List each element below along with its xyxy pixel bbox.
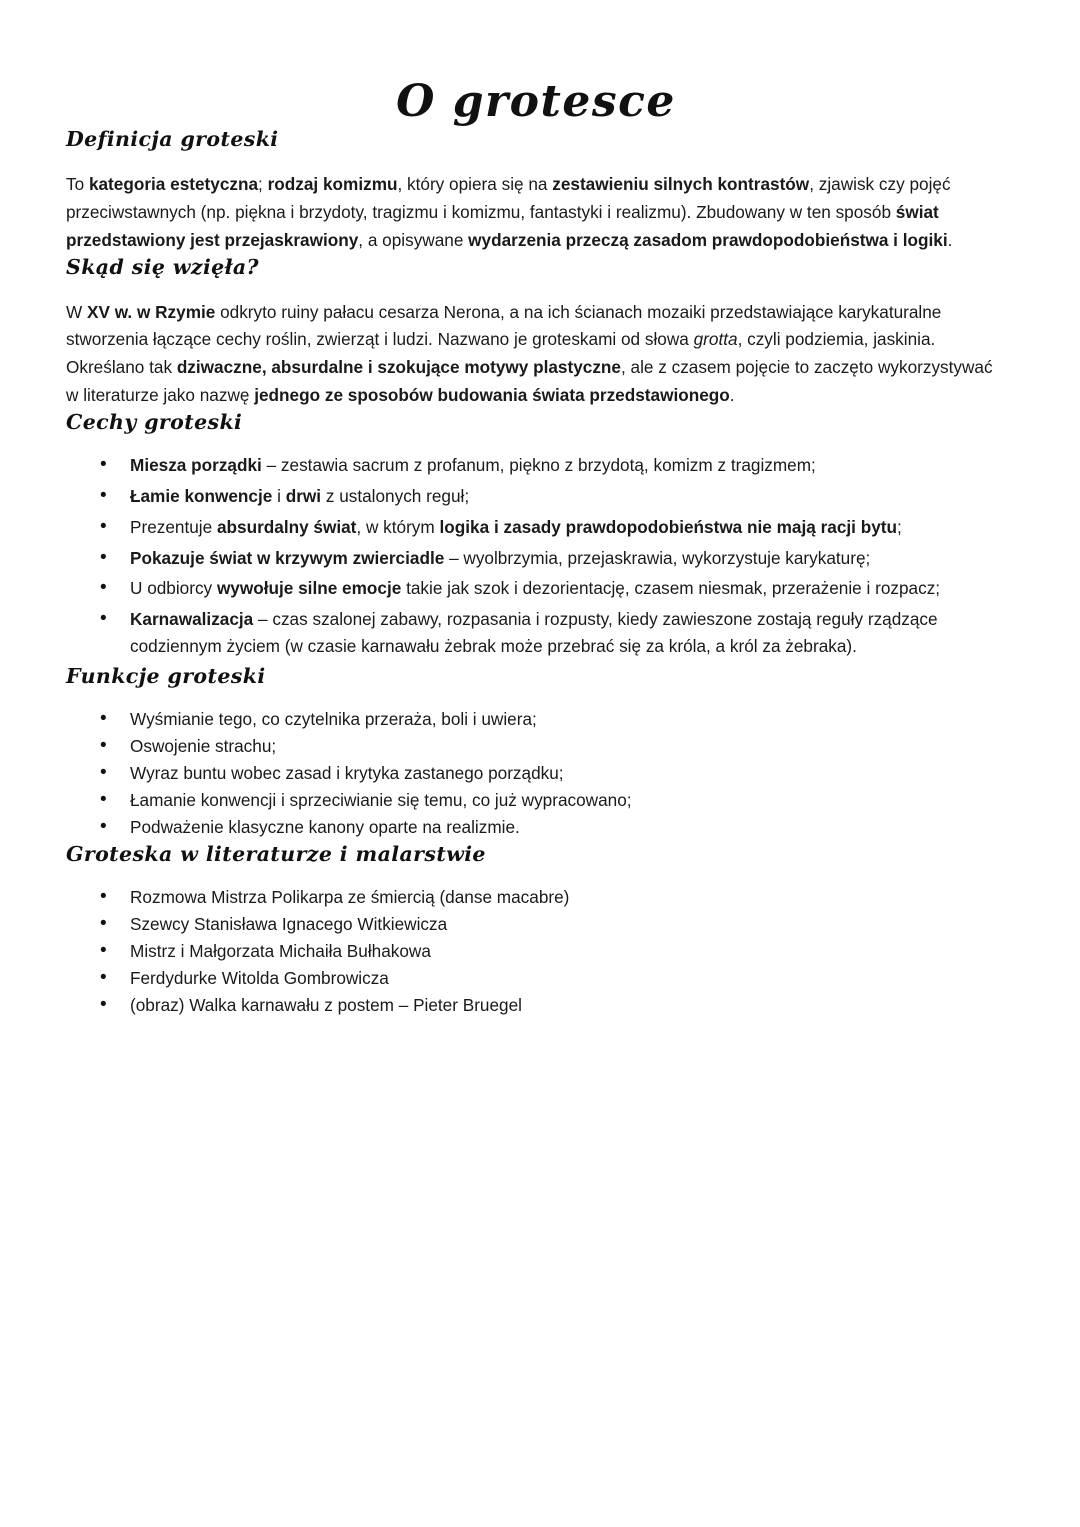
list-item: • Wyraz buntu wobec zasad i krytyka zastanego porządku;: [100, 760, 1006, 786]
list-item: • Rozmowa Mistrza Polikarpa ze śmiercią (danse macabre): [100, 884, 1006, 910]
list-item: • Łamie konwencje i drwi z ustalonych reguł;: [100, 483, 1006, 510]
list-item: • Łamanie konwencji i sprzeciwianie się temu, co już wypracowano;: [100, 787, 1006, 813]
section-heading-definicja: Definicja groteski: [66, 127, 279, 151]
section-heading-funkcje-groteski: Funkcje groteski: [66, 663, 266, 688]
list-item: • Ferdydurke Witolda Gombrowicza: [100, 965, 1006, 991]
list-funkcje-groteski: [66, 706, 1006, 841]
section-heading-groteska-w-literaturze: Groteska w literaturze i malarstwie: [66, 841, 486, 866]
list-item: • Miesza porządki – zestawia sacrum z profanum, piękno z brzydotą, komizm z tragizmem;: [100, 452, 1006, 479]
list-item: • (obraz) Walka karnawału z postem – Pieter Bruegel: [100, 992, 1006, 1018]
list-item: • Podważenie klasyczne kanony oparte na realizmie.: [100, 814, 1006, 840]
list-item: • Oswojenie strachu;: [100, 733, 1006, 759]
list-item: • Prezentuje absurdalny świat, w którym logika i zasady prawdopodobieństwa nie mają racji bytu;: [100, 514, 1006, 541]
paragraph-definicja: To kategoria estetyczna; rodzaj komizmu, który opiera się na zestawieniu silnych kontrastów, zjawisk czy pojęć przeciwstawnych (np. piękna i brzydoty, tragizmu i komizmu, fantastyki i realizmu). Zbudowany w ten sposób świat przedstawiony jest przejaskrawiony, a opisywane wydarzenia przeczą zasadom prawdopodobieństwa i logiki.: [66, 174, 953, 250]
list-item: • Wyśmianie tego, co czytelnika przeraża, boli i uwiera;: [100, 706, 1006, 732]
page-title: O grotesce: [396, 76, 676, 127]
section-heading-skad-sie-wziela: Skąd się wzięła?: [66, 254, 259, 279]
list-item: • Szewcy Stanisława Ignacego Witkiewicza: [100, 911, 1006, 937]
list-item: • U odbiorcy wywołuje silne emocje takie jak szok i dezorientację, czasem niesmak, przerażenie i rozpacz;: [100, 575, 1006, 602]
section-heading-cechy-groteski: Cechy groteski: [66, 410, 243, 435]
list-groteska-w-literaturze: [66, 884, 1006, 1019]
list-cechy-groteski: [66, 452, 1006, 660]
paragraph-skad-sie-wziela: W XV w. w Rzymie odkryto ruiny pałacu cesarza Nerona, a na ich ścianach mozaiki przedstawiające karykaturalne stworzenia łączące cechy roślin, zwierząt i ludzi. Nazwano je groteskami od słowa grotta, czyli podziemia, jaskinia. Określano tak dziwaczne, absurdalne i szokujące motywy plastyczne, ale z czasem pojęcie to zaczęto wykorzystywać w literaturze jako nazwę jednego ze sposobów budowania świata przedstawionego.: [66, 301, 993, 406]
list-item: • Karnawalizacja – czas szalonej zabawy, rozpasania i rozpusty, kiedy zawieszone zostają reguły rządzące codziennym życiem (w czasie karnawału żebrak może przebrać się za króla, a król za żebraka).: [100, 606, 1006, 660]
list-item: • Pokazuje świat w krzywym zwierciadle – wyolbrzymia, przejaskrawia, wykorzystuje karykaturę;: [100, 545, 1006, 572]
list-item: • Mistrz i Małgorzata Michaiła Bułhakowa: [100, 938, 1006, 964]
